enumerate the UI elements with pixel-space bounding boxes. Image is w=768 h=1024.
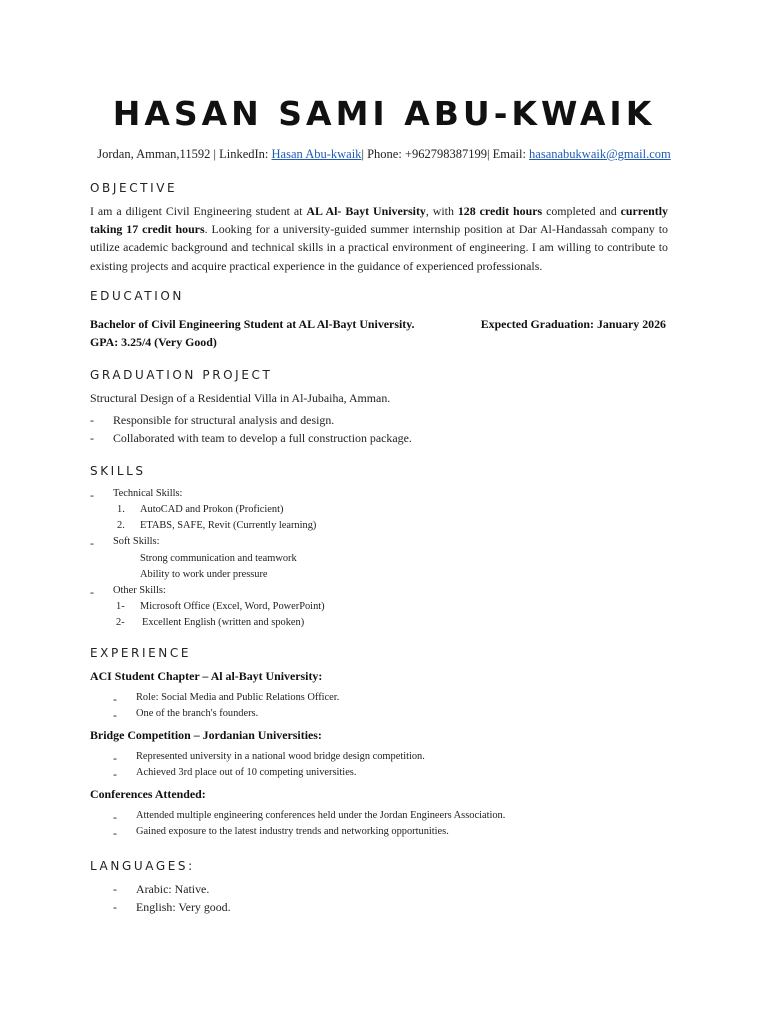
linkedin-link[interactable]: Hasan Abu-kwaik <box>271 147 362 161</box>
contact-phone: | Phone: +962798387199| Email: <box>361 147 530 161</box>
gpa: GPA: 3.25/4 (Very Good) <box>90 335 217 349</box>
objective-text-part: . Looking for a university-guided summer internship position at Dar Al-Handassah company to utilize academic background and technical skills in a practical environment of engineering. I am willing to contribute to existing projects and acquire practical experience in the guidance of experienced professionals. <box>90 222 668 273</box>
degree-title: Bachelor of Civil Engineering Student at AL Al-Bayt University. <box>90 317 415 331</box>
list-bullet: - <box>113 810 117 824</box>
experience-item: Represented university in a national wood bridge design competition. <box>136 751 425 762</box>
list-bullet: - <box>90 413 94 427</box>
credit-hours-completed: 128 credit hours <box>457 204 543 218</box>
expected-graduation: Expected Graduation: January 2026 <box>480 317 666 331</box>
list-bullet: - <box>90 488 94 502</box>
experience-item: One of the branch's founders. <box>136 708 259 719</box>
skill-item: Ability to work under pressure <box>140 569 268 580</box>
objective-text-part: completed and <box>542 204 621 218</box>
list-number: 2- <box>116 617 125 628</box>
experience-item: Role: Social Media and Public Relations Officer. <box>136 692 340 703</box>
language-item: English: Very good. <box>136 900 231 914</box>
list-bullet: - <box>90 585 94 599</box>
skill-item: Excellent English (written and spoken) <box>142 617 305 628</box>
contact-location: Jordan, Amman,11592 | LinkedIn: <box>97 147 272 161</box>
objective-text-part: , with <box>425 204 458 218</box>
skill-item: ETABS, SAFE, Revit (Currently learning) <box>140 520 317 531</box>
list-bullet: - <box>90 431 94 445</box>
list-number: 2. <box>117 520 125 531</box>
skill-item: Strong communication and teamwork <box>140 553 297 564</box>
list-bullet: - <box>113 767 117 781</box>
technical-skills-label: Technical Skills: <box>113 488 183 499</box>
resume-name: HASAN SAMI ABU-KWAIK <box>112 94 656 133</box>
experience-title: Bridge Competition – Jordanian Universities: <box>90 728 322 742</box>
list-bullet: - <box>113 751 117 765</box>
credit-hours-current: currently taking 17 credit hours <box>90 204 668 237</box>
objective-heading: OBJECTIVE <box>90 181 178 195</box>
email-link[interactable]: hasanabukwaik@gmail.com <box>529 147 671 161</box>
project-title: Structural Design of a Residential Villa in Al-Jubaiha, Amman. <box>90 391 391 405</box>
language-item: Arabic: Native. <box>136 882 210 896</box>
list-number: 1. <box>117 504 125 515</box>
list-number: 1- <box>116 601 125 612</box>
university-name: AL Al- Bayt University <box>306 204 426 218</box>
objective-text-part: I am a diligent Civil Engineering student at <box>90 204 307 218</box>
soft-skills-label: Soft Skills: <box>113 536 160 547</box>
experience-item: Gained exposure to the latest industry trends and networking opportunities. <box>136 826 449 837</box>
list-bullet: - <box>113 900 117 914</box>
skills-heading: SKILLS <box>90 464 146 478</box>
list-bullet: - <box>113 882 117 896</box>
list-bullet: - <box>113 708 117 722</box>
experience-title: Conferences Attended: <box>90 787 206 801</box>
experience-item: Achieved 3rd place out of 10 competing universities. <box>136 767 357 778</box>
education-heading: EDUCATION <box>90 289 184 303</box>
graduation-project-heading: GRADUATION PROJECT <box>90 368 273 382</box>
languages-heading: LANGUAGES: <box>90 859 195 873</box>
experience-item: Attended multiple engineering conferences held under the Jordan Engineers Association. <box>136 810 506 821</box>
project-item: Responsible for structural analysis and design. <box>113 413 335 427</box>
project-item: Collaborated with team to develop a full construction package. <box>113 431 412 445</box>
skill-item: Microsoft Office (Excel, Word, PowerPoint) <box>140 601 325 612</box>
list-bullet: - <box>113 826 117 840</box>
skill-item: AutoCAD and Prokon (Proficient) <box>140 504 284 515</box>
experience-heading: EXPERIENCE <box>90 646 192 660</box>
other-skills-label: Other Skills: <box>113 585 166 596</box>
list-bullet: - <box>90 536 94 550</box>
experience-title: ACI Student Chapter – Al al-Bayt University: <box>90 669 323 683</box>
contact-line <box>0 147 768 162</box>
objective-text <box>90 202 668 275</box>
list-bullet: - <box>113 692 117 706</box>
